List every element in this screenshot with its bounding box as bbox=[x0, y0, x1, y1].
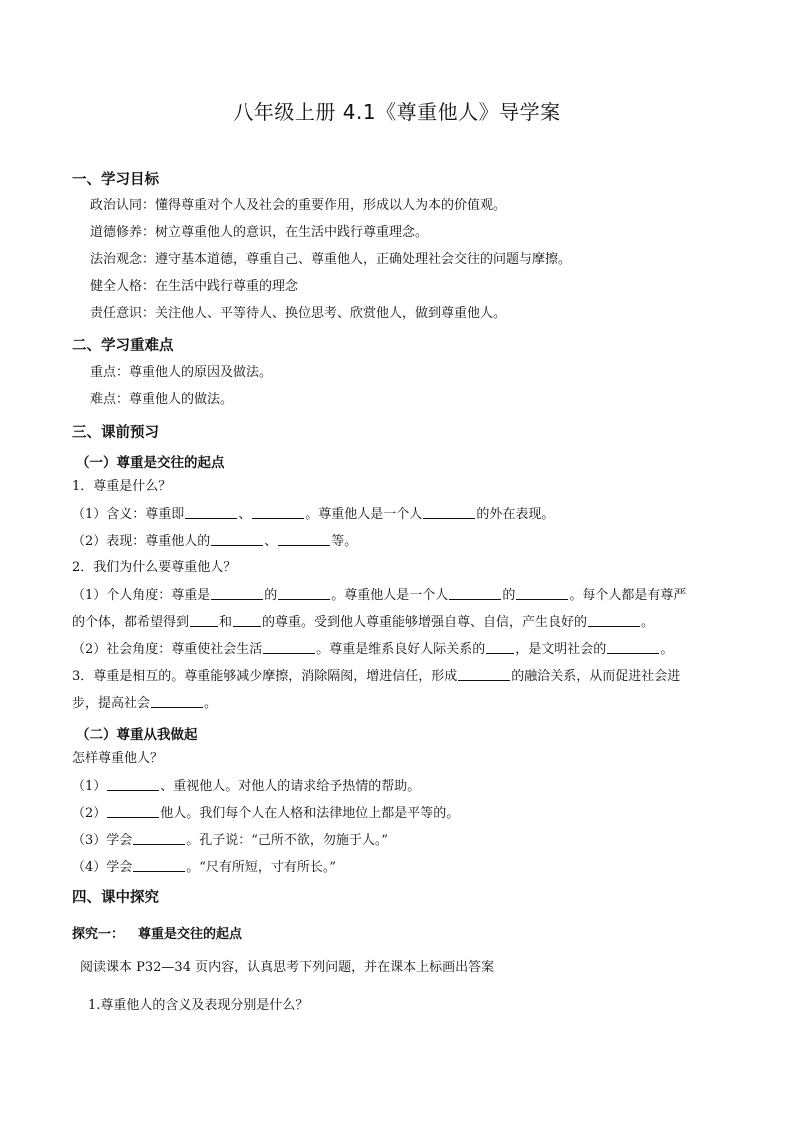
text-segment: 。每个人都是有尊严 bbox=[569, 588, 687, 603]
answer-blank[interactable] bbox=[133, 859, 185, 872]
exploration-label: 探究一： bbox=[72, 927, 125, 942]
answer-blank[interactable] bbox=[588, 614, 640, 627]
section-heading-objectives: 一、学习目标 bbox=[72, 172, 159, 188]
objective-line: 政治认同：懂得尊重对个人及社会的重要作用，形成以人为本的价值观。 bbox=[90, 198, 507, 213]
text-segment: 、重视他人。对他人的请求给予热情的帮助。 bbox=[160, 779, 421, 794]
text-segment: 。 bbox=[660, 642, 674, 657]
answer-blank[interactable] bbox=[252, 506, 304, 519]
text-segment: 3．尊重是相互的。尊重能够减少摩擦，消除隔阂，增进信任，形成 bbox=[72, 669, 458, 684]
question-line: 2．我们为什么要尊重他人？ bbox=[72, 560, 237, 575]
objective-line: 法治观念：遵守基本道德，尊重自己、尊重他人，正确处理社会交往的问题与摩擦。 bbox=[90, 252, 572, 267]
subsection-heading: （一）尊重是交往的起点 bbox=[76, 455, 225, 471]
text-segment: 的 bbox=[264, 588, 278, 603]
text-segment: （1）含义：尊重即 bbox=[72, 507, 185, 522]
text-segment: 等。 bbox=[331, 534, 358, 549]
fill-blank-line bbox=[72, 614, 654, 631]
text-segment: 、 bbox=[238, 507, 252, 522]
fill-blank-line bbox=[72, 641, 673, 658]
text-segment: ，是文明社会的 bbox=[515, 642, 607, 657]
fill-blank-line bbox=[72, 805, 459, 822]
answer-blank[interactable] bbox=[151, 695, 203, 708]
exploration-heading bbox=[72, 923, 242, 942]
answer-blank[interactable] bbox=[278, 587, 330, 600]
answer-blank[interactable] bbox=[107, 805, 159, 818]
text-segment: 。尊重是维系良好人际关系的 bbox=[316, 642, 486, 657]
fill-blank-line bbox=[72, 533, 357, 550]
fill-blank-line bbox=[72, 695, 217, 712]
subsection-heading: （二）尊重从我做起 bbox=[76, 727, 198, 743]
answer-blank[interactable] bbox=[233, 614, 261, 627]
text-segment: 他人。我们每个人在人格和法律地位上都是平等的。 bbox=[160, 806, 460, 821]
answer-blank[interactable] bbox=[211, 533, 263, 546]
section-heading-exploration: 四、课中探究 bbox=[72, 890, 159, 906]
fill-blank-line bbox=[72, 859, 336, 876]
text-segment: 的外在表现。 bbox=[476, 507, 555, 522]
section-heading-key-points: 二、学习重难点 bbox=[72, 338, 174, 354]
answer-blank[interactable] bbox=[263, 641, 315, 654]
text-segment: 和 bbox=[219, 615, 233, 630]
text-segment: 。 bbox=[204, 696, 218, 711]
text-segment: （2）社会角度：尊重使社会生活 bbox=[72, 642, 263, 657]
text-segment: 的尊重。受到他人尊重能够增强自尊、自信，产生良好的 bbox=[262, 615, 588, 630]
exploration-question: 1.尊重他人的含义及表现分别是什么？ bbox=[88, 998, 309, 1013]
answer-blank[interactable] bbox=[449, 587, 501, 600]
answer-blank[interactable] bbox=[486, 641, 514, 654]
answer-blank[interactable] bbox=[458, 668, 510, 681]
text-segment: （3）学会 bbox=[72, 833, 133, 848]
answer-blank[interactable] bbox=[516, 587, 568, 600]
fill-blank-line bbox=[72, 506, 554, 523]
text-segment: 。尊重他人是一个人 bbox=[331, 588, 449, 603]
text-segment: （1） bbox=[72, 779, 107, 794]
text-segment: 的个体，都希望得到 bbox=[72, 615, 190, 630]
text-segment: 的 bbox=[502, 588, 516, 603]
answer-blank[interactable] bbox=[190, 614, 218, 627]
text-segment: 。尊重他人是一个人 bbox=[305, 507, 423, 522]
fill-blank-line bbox=[72, 668, 680, 685]
objective-line: 道德修养：树立尊重他人的意识，在生活中践行尊重理念。 bbox=[90, 225, 429, 240]
answer-blank[interactable] bbox=[278, 533, 330, 546]
page-title: 八年级上册 4.1《尊重他人》导学案 bbox=[233, 100, 561, 124]
text-segment: 步，提高社会 bbox=[72, 696, 151, 711]
text-segment: （2）表现：尊重他人的 bbox=[72, 534, 211, 549]
difficulty-line: 难点：尊重他人的做法。 bbox=[90, 392, 234, 407]
text-segment: 、 bbox=[264, 534, 278, 549]
text-segment: 。“尺有所短，寸有所长。” bbox=[186, 860, 337, 875]
objective-line: 健全人格：在生活中践行尊重的理念 bbox=[90, 279, 299, 294]
answer-blank[interactable] bbox=[211, 587, 263, 600]
fill-blank-line bbox=[72, 778, 420, 795]
question-line: 怎样尊重他人？ bbox=[72, 751, 164, 766]
answer-blank[interactable] bbox=[133, 832, 185, 845]
text-segment: （2） bbox=[72, 806, 107, 821]
text-segment: （1）个人角度：尊重是 bbox=[72, 588, 211, 603]
answer-blank[interactable] bbox=[185, 506, 237, 519]
fill-blank-line bbox=[72, 832, 388, 849]
answer-blank[interactable] bbox=[607, 641, 659, 654]
fill-blank-line bbox=[72, 587, 686, 604]
answer-blank[interactable] bbox=[423, 506, 475, 519]
exploration-title: 尊重是交往的起点 bbox=[138, 927, 243, 942]
reading-instruction: 阅读课本 P32—34 页内容，认真思考下列问题，并在课本上标画出答案 bbox=[80, 960, 495, 975]
text-segment: 的融洽关系，从而促进社会进 bbox=[511, 669, 681, 684]
text-segment: 。孔子说：“己所不欲，勿施于人。” bbox=[186, 833, 389, 848]
question-line: 1．尊重是什么？ bbox=[72, 479, 172, 494]
objective-line: 责任意识：关注他人、平等待人、换位思考、欣赏他人，做到尊重他人。 bbox=[90, 306, 507, 321]
text-segment: （4）学会 bbox=[72, 860, 133, 875]
key-point-line: 重点：尊重他人的原因及做法。 bbox=[90, 365, 273, 380]
text-segment: 。 bbox=[641, 615, 655, 630]
section-heading-preview: 三、课前预习 bbox=[72, 425, 159, 441]
answer-blank[interactable] bbox=[107, 778, 159, 791]
